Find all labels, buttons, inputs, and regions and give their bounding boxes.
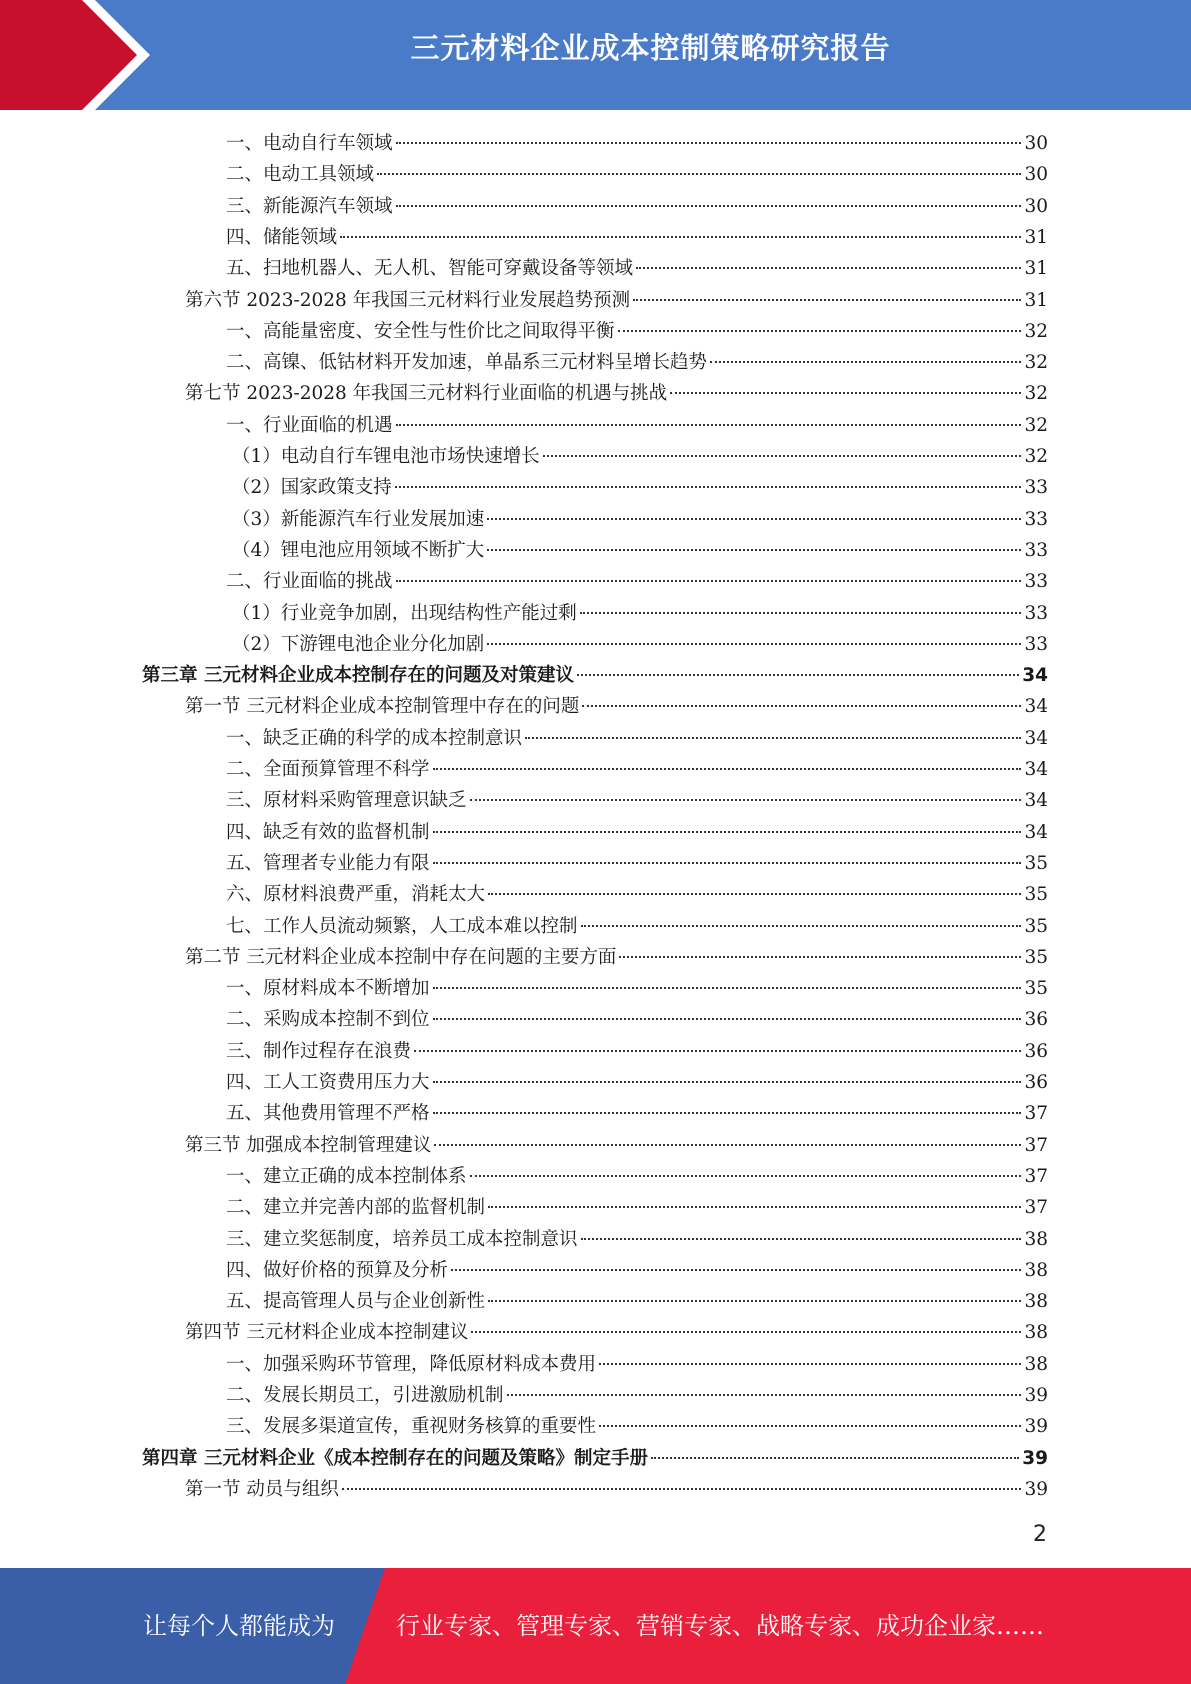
toc-entry-page: 32 <box>1024 383 1048 405</box>
toc-entry[interactable] <box>226 1036 1048 1067</box>
toc-entry-page: 31 <box>1024 226 1048 248</box>
toc-leader-dots <box>342 1488 1022 1490</box>
toc-entry[interactable] <box>232 472 1048 503</box>
toc-entry-page: 37 <box>1024 1103 1048 1125</box>
toc-entry[interactable] <box>185 1130 1048 1161</box>
toc-leader-dots <box>599 1363 1021 1365</box>
toc-leader-dots <box>433 1081 1022 1083</box>
toc-entry-title: 四、储能领域 <box>226 226 338 248</box>
toc-entry-title: 七、工作人员流动频繁，人工成本难以控制 <box>226 915 578 937</box>
toc-leader-dots <box>488 893 1021 895</box>
toc-entry-page: 32 <box>1024 352 1048 374</box>
toc-entry[interactable] <box>226 911 1048 942</box>
toc-entry-page: 35 <box>1024 884 1048 906</box>
toc-leader-dots <box>507 1394 1022 1396</box>
page-number: 2 <box>1033 1522 1047 1547</box>
toc-leader-dots <box>433 862 1022 864</box>
toc-entry-title: 四、缺乏有效的监督机制 <box>226 821 430 843</box>
toc-entry-page: 38 <box>1024 1291 1048 1313</box>
toc-leader-dots <box>396 142 1022 144</box>
toc-entry[interactable] <box>232 629 1048 660</box>
toc-leader-dots <box>396 205 1022 207</box>
toc-entry-title: 五、管理者专业能力有限 <box>226 852 430 874</box>
toc-leader-dots <box>433 1018 1022 1020</box>
toc-leader-dots <box>670 392 1021 394</box>
toc-entry[interactable] <box>185 1317 1048 1348</box>
toc-entry[interactable] <box>226 1098 1048 1129</box>
toc-entry[interactable] <box>142 660 1048 691</box>
toc-entry[interactable] <box>185 285 1048 316</box>
toc-entry[interactable] <box>226 1004 1048 1035</box>
toc-entry-title: 一、缺乏正确的科学的成本控制意识 <box>226 727 523 749</box>
toc-entry-title: 第七节 2023-2028 年我国三元材料行业面临的机遇与挑战 <box>185 383 668 405</box>
toc-leader-dots <box>487 549 1021 551</box>
toc-entry[interactable] <box>226 1192 1048 1223</box>
toc-entry[interactable] <box>226 1286 1048 1317</box>
toc-entry-title: 五、提高管理人员与企业创新性 <box>226 1291 486 1313</box>
toc-entry-page: 34 <box>1024 821 1048 843</box>
toc-entry-page: 34 <box>1024 696 1048 718</box>
toc-entry[interactable] <box>232 441 1048 472</box>
report-title: 三元材料企业成本控制策略研究报告 <box>410 31 891 65</box>
toc-entry[interactable] <box>232 535 1048 566</box>
toc-entry-title: 第六节 2023-2028 年我国三元材料行业发展趋势预测 <box>185 289 631 311</box>
toc-entry-page: 32 <box>1024 320 1048 342</box>
toc-entry[interactable] <box>232 598 1048 629</box>
toc-entry[interactable] <box>226 159 1048 190</box>
toc-leader-dots <box>487 643 1021 645</box>
toc-leader-dots <box>577 674 1019 676</box>
toc-leader-dots <box>619 956 1021 958</box>
toc-entry-page: 39 <box>1024 1385 1048 1406</box>
toc-leader-dots <box>433 987 1022 989</box>
toc-leader-dots <box>633 299 1021 301</box>
toc-entry-page: 38 <box>1024 1228 1048 1250</box>
toc-entry[interactable] <box>226 723 1048 754</box>
toc-entry-title: （2）国家政策支持 <box>232 477 392 499</box>
toc-leader-dots <box>581 925 1022 927</box>
toc-leader-dots <box>582 705 1021 707</box>
toc-entry[interactable] <box>226 848 1048 879</box>
toc-leader-dots <box>396 580 1022 582</box>
toc-entry-title: 四、做好价格的预算及分析 <box>226 1259 449 1281</box>
page-footer <box>0 1568 1191 1684</box>
toc-entry-title: 五、其他费用管理不严格 <box>226 1103 430 1125</box>
toc-leader-dots <box>543 455 1022 457</box>
toc-entry-page: 34 <box>1024 790 1048 812</box>
toc-leader-dots <box>710 361 1021 363</box>
toc-entry-page: 35 <box>1024 946 1048 968</box>
toc-entry[interactable] <box>185 942 1048 973</box>
toc-entry-title: 二、全面预算管理不科学 <box>226 759 430 780</box>
toc-entry-page: 37 <box>1024 1165 1048 1187</box>
toc-entry-page: 33 <box>1024 477 1048 499</box>
toc-entry-title: （4）锂电池应用领域不断扩大 <box>232 539 485 561</box>
toc-leader-dots <box>395 486 1022 488</box>
toc-entry[interactable] <box>226 1161 1048 1192</box>
toc-entry[interactable] <box>185 378 1048 409</box>
toc-leader-dots <box>651 1457 1019 1459</box>
toc-leader-dots <box>599 1425 1021 1427</box>
header-arrow-icon <box>0 0 160 110</box>
toc-leader-dots <box>414 1050 1021 1052</box>
toc-leader-dots <box>525 737 1021 739</box>
toc-entry-title: 三、制作过程存在浪费 <box>226 1040 412 1062</box>
toc-leader-dots <box>433 1112 1022 1114</box>
toc-entry-title: 一、原材料成本不断增加 <box>226 978 430 1000</box>
toc-entry-title: 第一节 三元材料企业成本控制管理中存在的问题 <box>185 696 580 718</box>
toc-entry-page: 34 <box>1022 665 1048 687</box>
toc-entry[interactable] <box>226 1224 1048 1255</box>
toc-entry[interactable] <box>226 973 1048 1004</box>
toc-entry-page: 33 <box>1024 539 1048 561</box>
toc-entry-title: 二、发展长期员工，引进激励机制 <box>226 1385 504 1406</box>
toc-entry[interactable] <box>185 691 1048 722</box>
toc-entry-page: 36 <box>1024 1009 1048 1031</box>
toc-entry-title: 三、发展多渠道宣传，重视财务核算的重要性 <box>226 1416 597 1438</box>
toc-entry-title: 一、高能量密度、安全性与性价比之间取得平衡 <box>226 320 615 342</box>
toc-entry[interactable] <box>226 785 1048 816</box>
toc-entry-title: （1）行业竞争加剧，出现结构性产能过剩 <box>232 602 577 624</box>
toc-entry[interactable] <box>226 1380 1048 1411</box>
toc-leader-dots <box>340 236 1021 238</box>
toc-entry-title: 第三章 三元材料企业成本控制存在的问题及对策建议 <box>142 665 574 687</box>
toc-entry[interactable] <box>142 1443 1048 1474</box>
toc-entry-page: 32 <box>1024 446 1048 467</box>
toc-entry-title: （3）新能源汽车行业发展加速 <box>232 508 485 530</box>
toc-entry-page: 38 <box>1024 1259 1048 1281</box>
footer-slogan-right: 行业专家、管理专家、营销专家、战略专家、成功企业家…… <box>396 1612 1044 1640</box>
toc-entry[interactable] <box>226 316 1048 347</box>
toc-entry-title: 二、电动工具领域 <box>226 164 375 186</box>
toc-entry-page: 31 <box>1024 258 1048 280</box>
toc-entry-page: 36 <box>1024 1072 1048 1093</box>
toc-entry[interactable] <box>226 1411 1048 1442</box>
toc-leader-dots <box>377 173 1021 175</box>
toc-entry-title: 一、建立正确的成本控制体系 <box>226 1165 467 1187</box>
toc-entry-title: 五、扫地机器人、无人机、智能可穿戴设备等领域 <box>226 258 634 280</box>
toc-leader-dots <box>433 831 1022 833</box>
toc-entry-title: 二、建立并完善内部的监督机制 <box>226 1197 486 1219</box>
toc-entry-title: 一、行业面临的机遇 <box>226 414 393 436</box>
toc-entry[interactable] <box>226 191 1048 222</box>
toc-leader-dots <box>488 1300 1021 1302</box>
toc-entry[interactable] <box>226 754 1048 785</box>
toc-leader-dots <box>487 518 1021 520</box>
toc-leader-dots <box>470 799 1022 801</box>
toc-entry[interactable] <box>226 347 1048 378</box>
toc-leader-dots <box>580 612 1022 614</box>
toc-entry-title: 三、新能源汽车领域 <box>226 195 393 217</box>
toc-entry-title: （2）下游锂电池企业分化加剧 <box>232 633 485 655</box>
footer-slogan-left: 让每个人都能成为 <box>143 1612 335 1640</box>
toc-leader-dots <box>471 1331 1021 1333</box>
toc-entry[interactable] <box>226 1349 1048 1380</box>
toc-entry-title: 二、采购成本控制不到位 <box>226 1009 430 1031</box>
toc-leader-dots <box>581 1238 1022 1240</box>
toc-entry-title: 六、原材料浪费严重，消耗太大 <box>226 884 486 906</box>
toc-entry[interactable] <box>232 504 1048 535</box>
toc-entry-title: 第四节 三元材料企业成本控制建议 <box>185 1322 469 1344</box>
toc-entry-page: 33 <box>1024 508 1048 530</box>
toc-leader-dots <box>636 267 1021 269</box>
toc-entry-page: 34 <box>1024 759 1048 780</box>
toc-entry[interactable] <box>226 222 1048 253</box>
toc-entry-page: 36 <box>1024 1040 1048 1062</box>
toc-leader-dots <box>618 330 1022 332</box>
page-header <box>0 0 1191 110</box>
toc-entry-page: 35 <box>1024 915 1048 937</box>
toc-entry-title: 第三节 加强成本控制管理建议 <box>185 1134 432 1156</box>
toc-entry-title: （1）电动自行车锂电池市场快速增长 <box>232 446 540 467</box>
toc-entry-title: 四、工人工资费用压力大 <box>226 1072 430 1093</box>
toc-entry-page: 34 <box>1024 727 1048 749</box>
toc-entry-title: 一、加强采购环节管理，降低原材料成本费用 <box>226 1353 597 1375</box>
toc-entry-title: 二、行业面临的挑战 <box>226 571 393 593</box>
toc-entry-page: 30 <box>1024 133 1048 154</box>
toc-entry-page: 35 <box>1024 852 1048 874</box>
toc-entry-title: 第四章 三元材料企业《成本控制存在的问题及策略》制定手册 <box>142 1447 648 1469</box>
toc-entry-page: 32 <box>1024 414 1048 436</box>
toc-entry[interactable] <box>226 817 1048 848</box>
toc-leader-dots <box>451 1269 1021 1271</box>
toc-leader-dots <box>434 1144 1021 1146</box>
toc-entry-page: 38 <box>1024 1322 1048 1344</box>
toc-entry[interactable] <box>226 253 1048 284</box>
toc-entry-page: 37 <box>1024 1197 1048 1219</box>
toc-leader-dots <box>470 1175 1022 1177</box>
toc-entry[interactable] <box>226 1067 1048 1098</box>
toc-entry-page: 30 <box>1024 164 1048 186</box>
toc-entry-page: 38 <box>1024 1353 1048 1375</box>
toc-entry-page: 33 <box>1024 571 1048 593</box>
toc-entry-page: 31 <box>1024 289 1048 311</box>
toc-leader-dots <box>488 1206 1021 1208</box>
toc-entry-page: 33 <box>1024 633 1048 655</box>
toc-entry-page: 33 <box>1024 602 1048 624</box>
toc-entry-title: 第一节 动员与组织 <box>185 1478 339 1500</box>
toc-entry[interactable] <box>226 566 1048 597</box>
toc-entry-title: 三、原材料采购管理意识缺乏 <box>226 790 467 812</box>
toc-entry-title: 二、高镍、低钴材料开发加速，单晶系三元材料呈增长趋势 <box>226 352 708 374</box>
toc-entry[interactable] <box>226 128 1048 159</box>
toc-entry-title: 一、电动自行车领域 <box>226 133 393 154</box>
toc-entry[interactable] <box>185 1474 1048 1505</box>
toc-entry-page: 37 <box>1024 1134 1048 1156</box>
toc-entry[interactable] <box>226 879 1048 910</box>
toc-leader-dots <box>433 768 1022 770</box>
toc-entry-page: 35 <box>1024 978 1048 1000</box>
toc-leader-dots <box>396 424 1022 426</box>
toc-entry-title: 第二节 三元材料企业成本控制中存在问题的主要方面 <box>185 946 617 968</box>
toc-entry[interactable] <box>226 410 1048 441</box>
toc-entry-page: 39 <box>1022 1447 1048 1469</box>
toc-entry[interactable] <box>226 1255 1048 1286</box>
toc-entry-page: 39 <box>1024 1416 1048 1438</box>
toc-entry-page: 30 <box>1024 195 1048 217</box>
toc-entry-title: 三、建立奖惩制度，培养员工成本控制意识 <box>226 1228 578 1250</box>
toc-entry-page: 39 <box>1024 1478 1048 1500</box>
